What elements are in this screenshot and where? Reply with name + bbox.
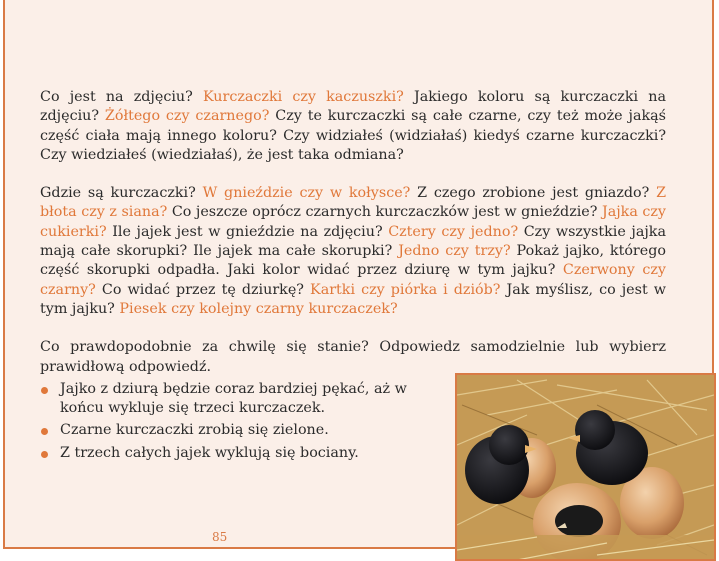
question-text: Co jest na zdjęciu? [40, 89, 203, 105]
answer-choice-text: W gnieździe czy w kołysce? [202, 185, 411, 202]
question-text: Jak myślisz, co jest w tym jajku? [40, 281, 666, 317]
question-text: Ile jajek jest w gnieździe na zdjęciu? [106, 223, 389, 240]
question-text: Pokaż jajko, którego część skorupki odpadła. Jaki kolor widać przez dziurę w tym jajku? [40, 243, 666, 279]
bullet-dot-icon [41, 428, 48, 435]
answer-choice-text: Żółtego czy czarnego? [104, 108, 270, 125]
question-text: Gdzie są kurczaczki? [40, 185, 203, 202]
bullet-dot-icon [41, 387, 48, 394]
question-text: Jakiego koloru są kurczaczki na zdjęciu? [40, 89, 666, 125]
page-number: 85 [212, 530, 228, 544]
chicks-photo-illustration [457, 375, 714, 561]
answer-option: Czarne kurczaczki zrobią się zielone. [40, 421, 440, 440]
question-text: Czy te kurczaczki są całe czarne, czy też może jakąś część ciała mają innego koloru? Czy widziałeś (widziałaś) kiedyś czarne kurczaczki? Czy wiedziałeś (wiedziałaś), że jest taka odmiana? [40, 108, 666, 163]
answer-options-list [40, 380, 440, 463]
question-text: Czy wszystkie jajka mają całe skorupki? Ile jajek ma całe skorupki? [40, 223, 666, 260]
answer-option: Z trzech całych jajek wyklują się bociany. [40, 444, 440, 463]
answer-choice-text: Jedno czy trzy? [398, 243, 511, 260]
answer-choice-text: Jajka czy cukierki? [40, 204, 667, 240]
answer-choice-text: Czerwony czy czarny? [40, 262, 666, 298]
answer-option: Jajko z dziurą będzie coraz bardziej pękać, aż w końcu wykluje się trzeci kurczaczek. [40, 380, 440, 419]
photo-chicks-in-nest [455, 373, 716, 561]
answer-choice-text: Cztery czy jedno? [388, 223, 519, 240]
question-text: Co jeszcze oprócz czarnych kurczaczków jest w gnieździe? [167, 204, 602, 221]
answer-choice-text: Z błota czy z siana? [40, 185, 667, 221]
paragraph-prediction: Co prawdopodobnie za chwilę się stanie? Odpowiedz samodzielnie lub wybierz prawidłową odpowiedź. [40, 339, 666, 375]
answer-choice-text: Kurczaczki czy kaczuszki? [202, 89, 404, 105]
bullet-dot-icon [41, 451, 48, 458]
answer-choice-text: Piesek czy kolejny czarny kurczaczek? [119, 300, 398, 317]
question-text: Co widać przez tę dziurkę? [95, 281, 311, 298]
question-text: Z czego zrobione jest gniazdo? [410, 185, 657, 202]
paragraph-questions-nest [40, 184, 666, 319]
paragraph-questions-chicks [40, 88, 666, 165]
answer-choice-text: Kartki czy piórka i dziób? [310, 281, 501, 298]
